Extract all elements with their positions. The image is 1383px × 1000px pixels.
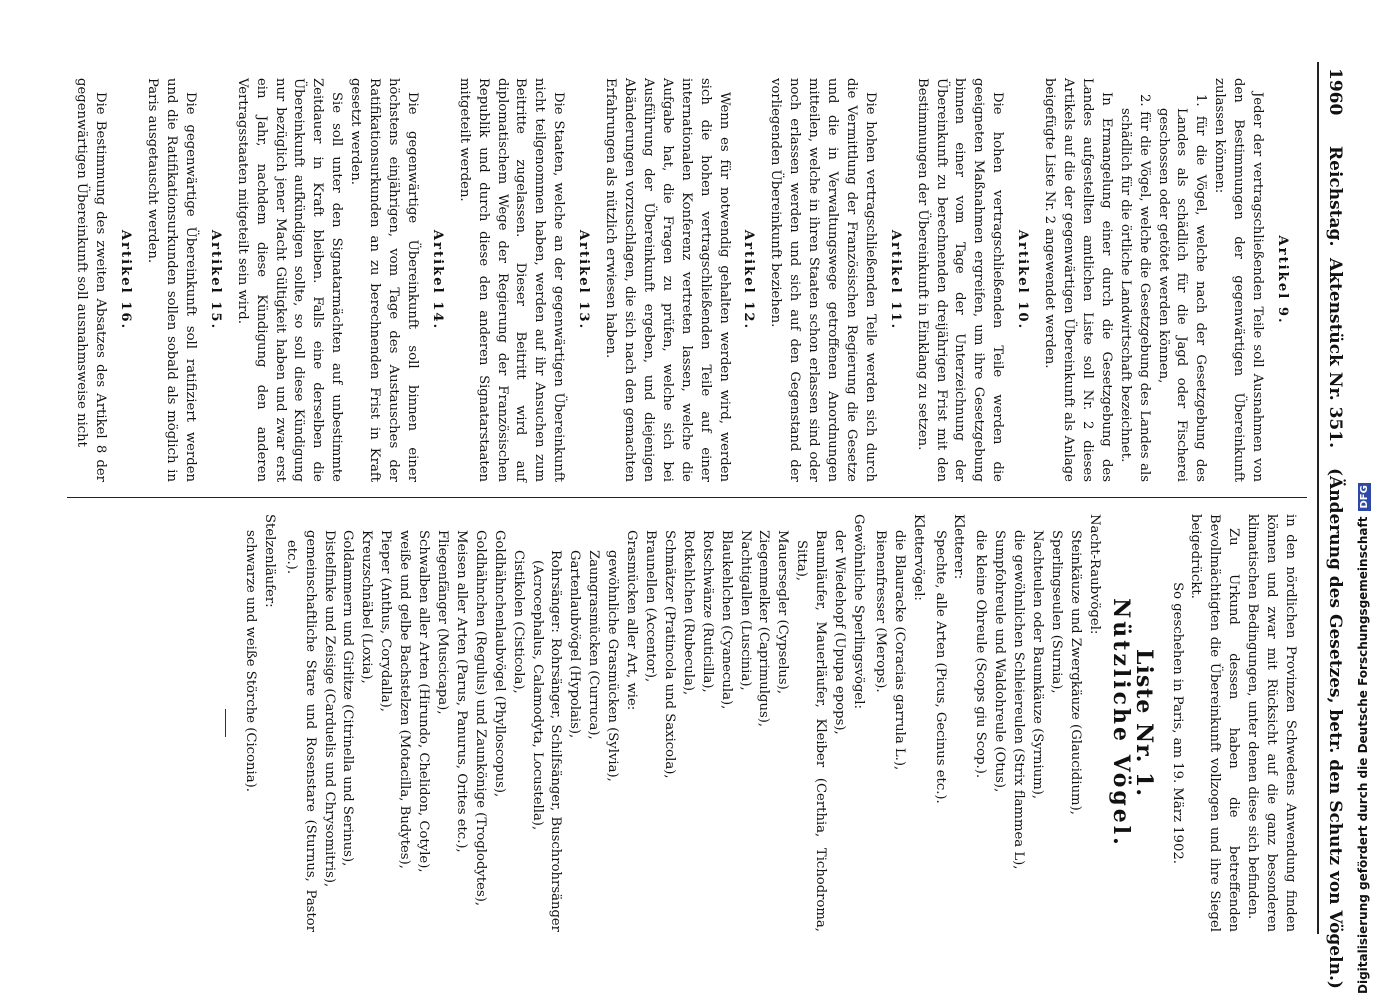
article-14-paragraph-2: Sie soll unter den Signatarmächten auf unbestimmte Zeitdauer in Kraft bleiben. Falls eine derselben die Übereinkunft aufkündigen sollte, so soll diese Kündigung nur bezüglich jener Macht Gültigkeit haben und zwar erst ein Jahr, nachdem diese Kündigung den anderen Vertragsstaaten mitgeteilt sein wird. <box>234 78 345 482</box>
credit-text: Digitalisierung gefördert durch die Deutsche Forschungsgemeinschaft <box>1356 516 1370 994</box>
climbers-item: Spechte, alle Arten (Picus, Gecinus etc.). <box>932 530 948 804</box>
article-16-paragraph: Die Bestimmung des zweiten Absatzes des Artikel 8 der gegenwärtigen Übereinkunft soll ausnahmsweise nicht <box>74 78 109 482</box>
passerines-item: Schmätzer (Pratincola und Saxicola), <box>661 530 677 779</box>
dfg-logo: DFG <box>1359 485 1370 509</box>
publication-name: Reichstag. <box>1325 146 1345 247</box>
night-raptors-list <box>971 514 1084 932</box>
climbers-list <box>930 514 949 932</box>
more-passerines-item: Schwalben aller Arten (Hirundo, Chelidon, Cotyle), <box>416 530 432 873</box>
passerines-item: Nachtigallen (Luscinia), <box>737 530 753 691</box>
article-10-heading: Artikel 10. <box>1015 229 1031 331</box>
passerines-item: Rotkehlchen (Rubecula), <box>680 530 696 696</box>
night-raptors-heading: Nacht-Raubvögel: <box>1086 514 1102 635</box>
night-raptors-item: Sperlingseulen (Surnia), <box>1049 530 1065 694</box>
article-16-heading: Artikel 16. <box>118 229 134 331</box>
right-column <box>225 514 1299 932</box>
document-number: Aktenstück Nr. 351. <box>1325 258 1345 449</box>
signoff-line: So geschehen in Paris, am 19. März 1902. <box>1169 582 1185 864</box>
passerines-item: Rotschwänze (Ruticilla), <box>699 530 715 693</box>
passerines-item: Braunellen (Accentor), <box>643 530 658 683</box>
more-passerines-item: weiße und gelbe Bachstelzen (Motacilla, Budytes), <box>397 530 413 869</box>
more-passerines-item: Kreuzschnäbel (Loxia), <box>359 530 375 684</box>
article-15-paragraph: Die gegenwärtige Übereinkunft soll ratifiziert werden und die Ratifikationsurkunden sollen sobald als möglich in Paris ausgetauscht werden. <box>145 78 198 482</box>
continuation-paragraph: in den nördlichen Provinzen Schwedens Anwendung finden können und zwar mit Rücksicht auf die ganz besonderen klimatischen Bedingungen, unter denen diese sich befinden. <box>1245 514 1298 932</box>
article-9-item-2: 2. für die Vögel, welche die Gesetzgebung des Landes als schädlich für die örtliche Landwirtschaft bezeichnet. <box>1117 94 1152 482</box>
more-passerines-item: Goldhähnchen (Regulus) und Zaunkönige (Troglodytes), <box>472 530 488 907</box>
page-header <box>1321 68 1345 989</box>
more-passerines-item: Goldhähnchenlaubvögel (Phylloscopus), <box>491 530 507 798</box>
passerines-item: der Wiedehopf (Upupa epops), <box>832 530 848 735</box>
passerines-item: Mauersegler (Cypselus), <box>775 530 791 695</box>
warblers-item: gewöhnliche Grasmücken (Sylvia), <box>605 550 621 782</box>
document-subject: (Änderung des Gesetzes, betr. den Schutz von Vögeln.) <box>1325 468 1345 989</box>
climbing-birds-item: die Blauracke (Coracias garrula L.), <box>891 530 907 771</box>
article-10-paragraph: Die hohen vertragschließenden Teile werden die geeigneten Maßnahmen ergreifen, um ihre Gesetzgebung binnen einer vom Tage der Unterzeichnung der Übereinkunft zu berechnenden dreijährigen Frist mit den Bestimmungen der Übereinkunft in Einklang zu setzen. <box>914 78 1006 482</box>
column-divider <box>67 497 1307 498</box>
climbers-heading: Kletterer: <box>951 514 967 580</box>
page-number: 1960 <box>1325 68 1345 116</box>
passerines-item: Grasmücken aller Art, wie: <box>624 530 640 711</box>
more-passerines-item: Goldammern und Girlitze (Citrinella und Serinus), <box>340 530 356 867</box>
article-13-paragraph: Die Staaten, welche an der gegenwärtigen Übereinkunft nicht teilgenommen haben, werden auf ihr Ansuchen zum Beitritte zugelassen. Dieser Beitritt wird auf diplomatischem Wege der Regierung der Französischen Republik und durch diese den anderen Signatarstaaten mitgeteilt werden. <box>456 78 567 482</box>
more-passerines-item: Distelfinke und Zeisige (Carduelis und Chrysomitris), <box>321 530 337 888</box>
warblers-item: Gartenlaubvögel (Hypolais), <box>567 550 583 739</box>
more-passerines-item: Fliegenfänger (Muscicapa), <box>435 530 451 715</box>
article-9-heading: Artikel 9. <box>1275 235 1290 325</box>
warblers-item: Zaungrasmücken (Curruca), <box>586 550 602 740</box>
article-9-item-1: 1. für die Vögel, welche nach der Gesetzgebung des Landes als schädlich für die Jagd oder Fischerei geschossen oder getötet werden können, <box>1155 94 1209 482</box>
article-12-paragraph: Wenn es für notwendig gehalten werden wird, werden sich die hohen vertragschließenden Teile auf einer internationalen Konferenz vertreten lassen, welche die Aufgabe hat, die Fragen zu prüfen, welche sich bei Ausführung der Übereinkunft ergeben, und diejenigen Abänderungen vorzuschlagen, die sich nach den gemachten Erfahrungen als nützlich erwiesen haben. <box>603 78 732 482</box>
header-rule <box>1317 62 1319 934</box>
warblers-list <box>508 514 621 932</box>
night-raptors-item: die kleine Ohreule (Scops giu Scop.). <box>973 530 989 779</box>
more-passerines-item: gemeinschaftliche Stare und Rosenstare (Sturnus, Pastor etc.). <box>283 530 318 932</box>
night-raptors-item: Nachteulen oder Baumkäuze (Syrnium), <box>1030 530 1046 800</box>
night-raptors-item: die gewöhnlichen Schleiereulen (Strix flammea L), <box>1011 530 1027 870</box>
list-subtitle: Nützliche Vögel. <box>1107 598 1134 848</box>
digitization-credit <box>1352 6 1374 994</box>
more-passerines-list <box>281 514 508 932</box>
article-11-paragraph: Die hohen vertragschließenden Teile werden sich durch die Vermittlung der Französischen Regierung die Gesetze und die in Verwaltungswege getroffenen Anordnungen mitteilen, welche in ihren Staaten schon erlassen sind oder noch erlassen werden und sich auf den Gegenstand der vorliegenden Übereinkunft beziehen. <box>768 78 878 482</box>
passerines-item: Baumläufer, Mauerläufer, Kleiber (Certhia, Tichodroma, Sitta), <box>794 530 829 932</box>
passerines-list <box>621 514 848 932</box>
article-9-intro: Jeder der vertragschließenden Teile soll Ausnahmen von den Bestimmungen der gegenwärtigen Übereinkunft zulassen können: <box>1212 78 1266 482</box>
warblers-item: Rohrsänger: Rohrsänger, Schilfsänger, Buschrohrsänger (Acrocephalus, Calamodyta, Locustella), <box>529 550 564 932</box>
climbing-birds-item: Bienenfresser (Merops). <box>872 530 888 693</box>
article-13-heading: Artikel 13. <box>576 229 592 331</box>
more-passerines-item: Meisen aller Arten (Parus, Panurus, Orites etc.), <box>453 530 469 853</box>
article-11-heading: Artikel 11. <box>887 229 903 331</box>
article-14-paragraph-1: Die gegenwärtige Übereinkunft soll binnen einer höchstens einjährigen, vom Tage des Austausches der Ratifikationsurkunden an zu berechnenden Frist in Kraft gesetzt werden. <box>348 78 420 482</box>
night-raptors-item: Sumpfohreule und Waldohreule (Otus), <box>992 530 1008 793</box>
night-raptors-item: Steinkäuze und Zwergkäuze (Glaucidium), <box>1067 530 1083 815</box>
passerines-item: Blaukehlchen (Cyanecula), <box>718 530 734 710</box>
climbing-birds-heading: Klettervögel: <box>910 514 926 601</box>
end-rule <box>225 709 226 737</box>
attestation-paragraph: Zu Urkund dessen haben die betreffenden Bevollmächtigten die Übereinkunft vollzogen und ihre Siegel beigedrückt. <box>1188 514 1242 932</box>
more-passerines-item: Pieper (Anthus, Corydalla), <box>378 530 394 712</box>
left-column <box>72 78 1299 482</box>
article-12-heading: Artikel 12. <box>741 229 757 331</box>
waders-list <box>240 514 259 932</box>
warblers-item: Cistikolen (Cisticola), <box>510 550 526 694</box>
waders-item: schwarze und weiße Störche (Ciconia). <box>242 530 258 792</box>
waders-heading: Stelzenläufer: <box>261 514 277 608</box>
list-title: Liste Nr. 1. <box>1130 649 1157 797</box>
climbing-birds-list <box>870 514 908 932</box>
passerines-heading: Gewöhnliche Sperlingsvögel: <box>850 514 866 709</box>
article-14-heading: Artikel 14. <box>429 229 445 331</box>
article-9-paragraph: In Ermangelung einer durch die Gesetzgebung des Landes aufgestellten amtlichen Liste soll Nr. 2 dieses Artikels auf die der gegenwärtigen Übereinkunft als Anlage beigefügte Liste Nr. 2 angewendet werden. <box>1042 78 1114 482</box>
passerines-item: Ziegenmelker (Caprimulgus), <box>756 530 772 728</box>
article-15-heading: Artikel 15. <box>207 229 223 331</box>
